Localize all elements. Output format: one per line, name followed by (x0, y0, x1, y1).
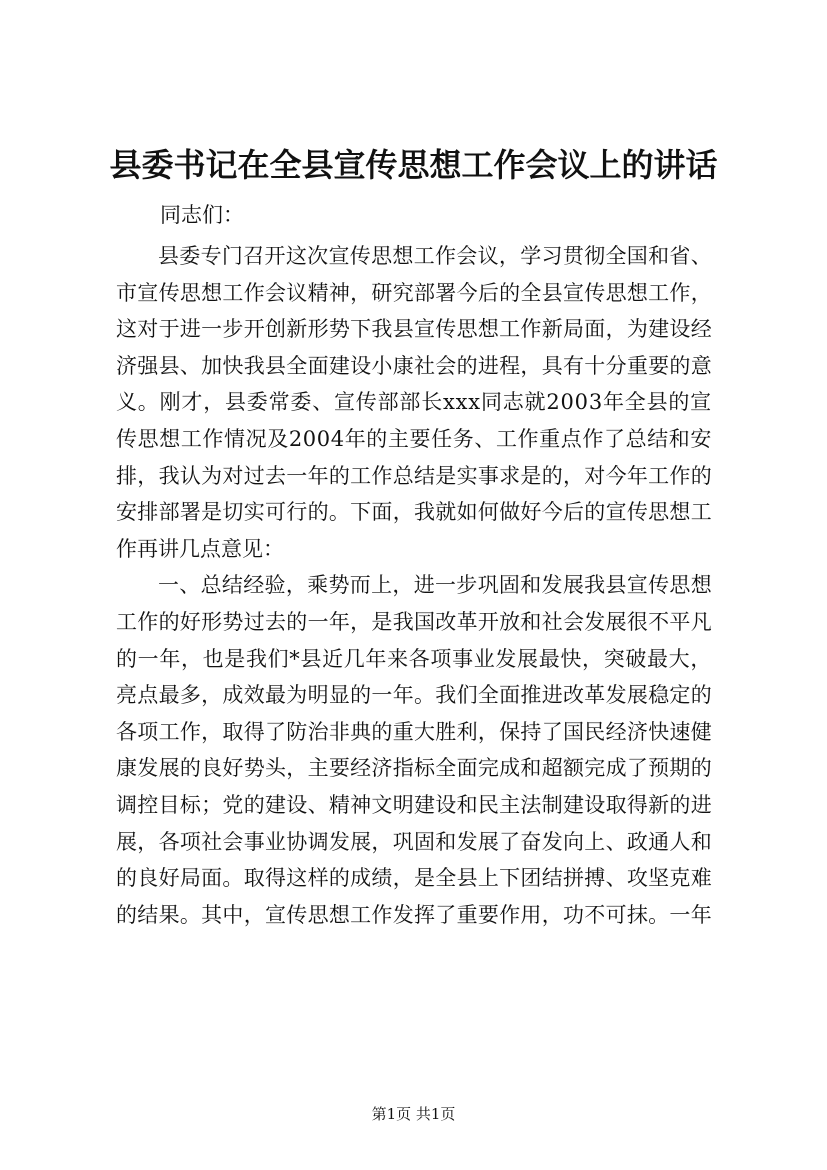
salutation: 同志们： (160, 203, 244, 227)
body-line: 的良好局面。取得这样的成绩，是全县上下团结拼搏、攻坚克难 (116, 866, 712, 891)
body-line: 调控目标；党的建设、精神文明建设和民主法制建设取得新的进 (116, 793, 712, 817)
body-line: 安排部署是切实可行的。下面，我就如何做好今后的宣传思想工 (116, 500, 712, 525)
body-line: 的一年，也是我们*县近几年来各项事业发展最快，突破最大， (116, 646, 712, 671)
body-line: 一、总结经验，乘势而上，进一步巩固和发展我县宣传思想 (158, 573, 712, 598)
body-line: 排，我认为对过去一年的工作总结是实事求是的，对今年工作的 (116, 463, 712, 488)
body-line: 传思想工作情况及2004年的主要任务、工作重点作了总结和安 (116, 427, 712, 451)
body-line: 康发展的良好势头，主要经济指标全面完成和超额完成了预期的 (116, 756, 712, 781)
body-line: 作再讲几点意见： (116, 536, 284, 561)
page-footer: 第1页 共1页 (371, 1105, 456, 1123)
body-line: 展，各项社会事业协调发展，巩固和发展了奋发向上、政通人和 (116, 829, 712, 854)
body-line: 各项工作，取得了防治非典的重大胜利，保持了国民经济快速健 (116, 719, 712, 744)
body-line: 市宣传思想工作会议精神，研究部署今后的全县宣传思想工作， (116, 280, 712, 305)
body-line: 义。刚才，县委常委、宣传部部长xxx同志就2003年全县的宣 (116, 390, 712, 415)
body-line: 这对于进一步开创新形势下我县宣传思想工作新局面，为建设经 (116, 317, 712, 342)
body-line: 济强县、加快我县全面建设小康社会的进程，具有十分重要的意 (116, 353, 712, 378)
body-line: 的结果。其中，宣传思想工作发挥了重要作用，功不可抹。一年 (116, 902, 712, 927)
body-line: 亮点最多，成效最为明显的一年。我们全面推进改革发展稳定的 (116, 683, 712, 708)
body-line: 工作的好形势过去的一年，是我国改革开放和社会发展很不平凡 (116, 610, 712, 634)
body-line: 县委专门召开这次宣传思想工作会议，学习贯彻全国和省、 (158, 244, 712, 268)
document-title: 县委书记在全县宣传思想工作会议上的讲话 (109, 146, 718, 184)
